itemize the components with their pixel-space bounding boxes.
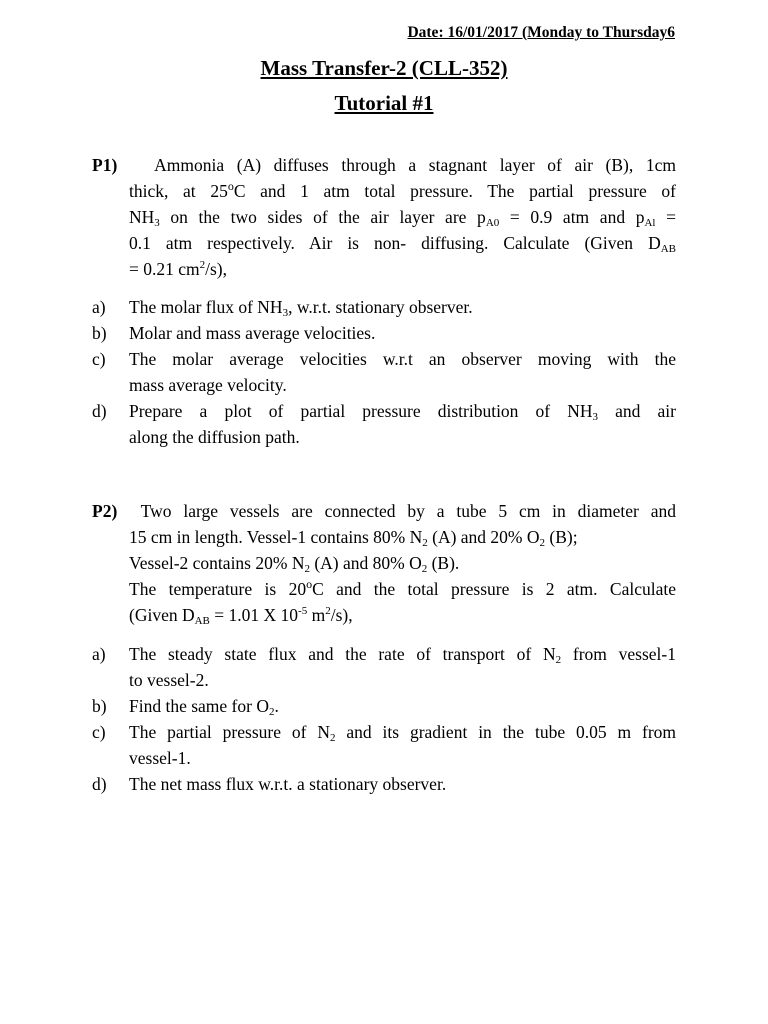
- item-text-line-1: The steady state flux and the rate of transport of $N_2$ from vessel-1: [129, 644, 676, 666]
- course-title: Mass Transfer-2 (CLL-352): [260, 56, 508, 80]
- item-text: Molar and mass average velocities.: [129, 323, 376, 343]
- item-text-line-1: Prepare a plot of partial pressure distribution of $NH_3$ and air: [129, 401, 676, 423]
- list-item: [92, 398, 676, 450]
- item-text-line-2: to vessel-2.: [129, 670, 209, 690]
- item-text: The net mass flux w.r.t. a stationary observer.: [129, 774, 447, 794]
- item-text-line-1: The partial pressure of $N_2$ and its gradient in the tube 0.05 m from: [129, 722, 677, 744]
- problem-2-line-4: The temperature is 20$^o$C and the total pressure is 2 atm. Calculate: [129, 577, 676, 599]
- problem-1-line-3: $NH_3$ on the two sides of the air layer are $p_{A0} = 0.9$ atm and $p_{Al}$ =: [129, 207, 676, 229]
- problem-1-line-4: 0.1 atm respectively. Air is non- diffusing. Calculate (Given $D_{AB}$: [129, 233, 676, 255]
- item-marker: c): [92, 722, 106, 742]
- list-item: [92, 320, 676, 346]
- item-marker: a): [92, 297, 106, 317]
- item-text-line-1: The molar average velocities w.r.t an observer moving with the: [129, 349, 676, 369]
- problem-1-items: [92, 294, 676, 450]
- item-marker: b): [92, 696, 107, 716]
- item-marker: b): [92, 323, 107, 343]
- problem-1-line-5: = 0.21 $cm^2/s$),: [129, 259, 227, 279]
- item-marker: a): [92, 644, 106, 664]
- problem-2-label: P2): [92, 501, 118, 521]
- item-marker: d): [92, 774, 107, 794]
- list-item: [92, 641, 676, 693]
- list-item: [92, 771, 676, 797]
- problem-2-line-5: (Given $D_{AB} = 1.01$ X $10^{-5}$ $m^2/s$),: [129, 605, 353, 627]
- list-item: [92, 693, 676, 719]
- problem-1-line-1: P1) Ammonia (A) diffuses through a stagnant layer of air (B), 1cm: [92, 155, 676, 175]
- item-text-line-2: vessel-1.: [129, 748, 191, 768]
- problem-1-line-2: thick, at 25$^o$C and 1 atm total pressure. The partial pressure of: [129, 179, 676, 201]
- problem-2-line-2: 15 cm in length. Vessel-1 contains 80% $N_2$ (A) and 20% $O_2$ (B);: [129, 527, 578, 549]
- item-text: The molar flux of $NH_3$, w.r.t. stationary observer.: [129, 297, 473, 319]
- item-marker: c): [92, 349, 106, 369]
- problem-2-line-3: Vessel-2 contains 20% $N_2$ (A) and 80% $O_2$ (B).: [129, 553, 460, 575]
- list-item: [92, 346, 676, 398]
- date-line: Date: 16/01/2017 (Monday to Thursday6: [407, 24, 675, 41]
- problem-1-label: P1): [92, 155, 118, 175]
- problem-2-items: [92, 641, 676, 797]
- problem-1: [92, 152, 676, 282]
- problem-2-line-1: P2) Two large vessels are connected by a tube 5 cm in diameter and: [92, 501, 676, 521]
- item-text-line-2: mass average velocity.: [129, 375, 287, 395]
- list-item: [92, 719, 676, 771]
- item-text-line-2: along the diffusion path.: [129, 427, 300, 447]
- problem-2: [92, 498, 676, 628]
- tutorial-title: Tutorial #1: [334, 91, 434, 115]
- item-text: Find the same for $O_2$.: [129, 696, 279, 718]
- item-marker: d): [92, 401, 107, 421]
- list-item: [92, 294, 676, 320]
